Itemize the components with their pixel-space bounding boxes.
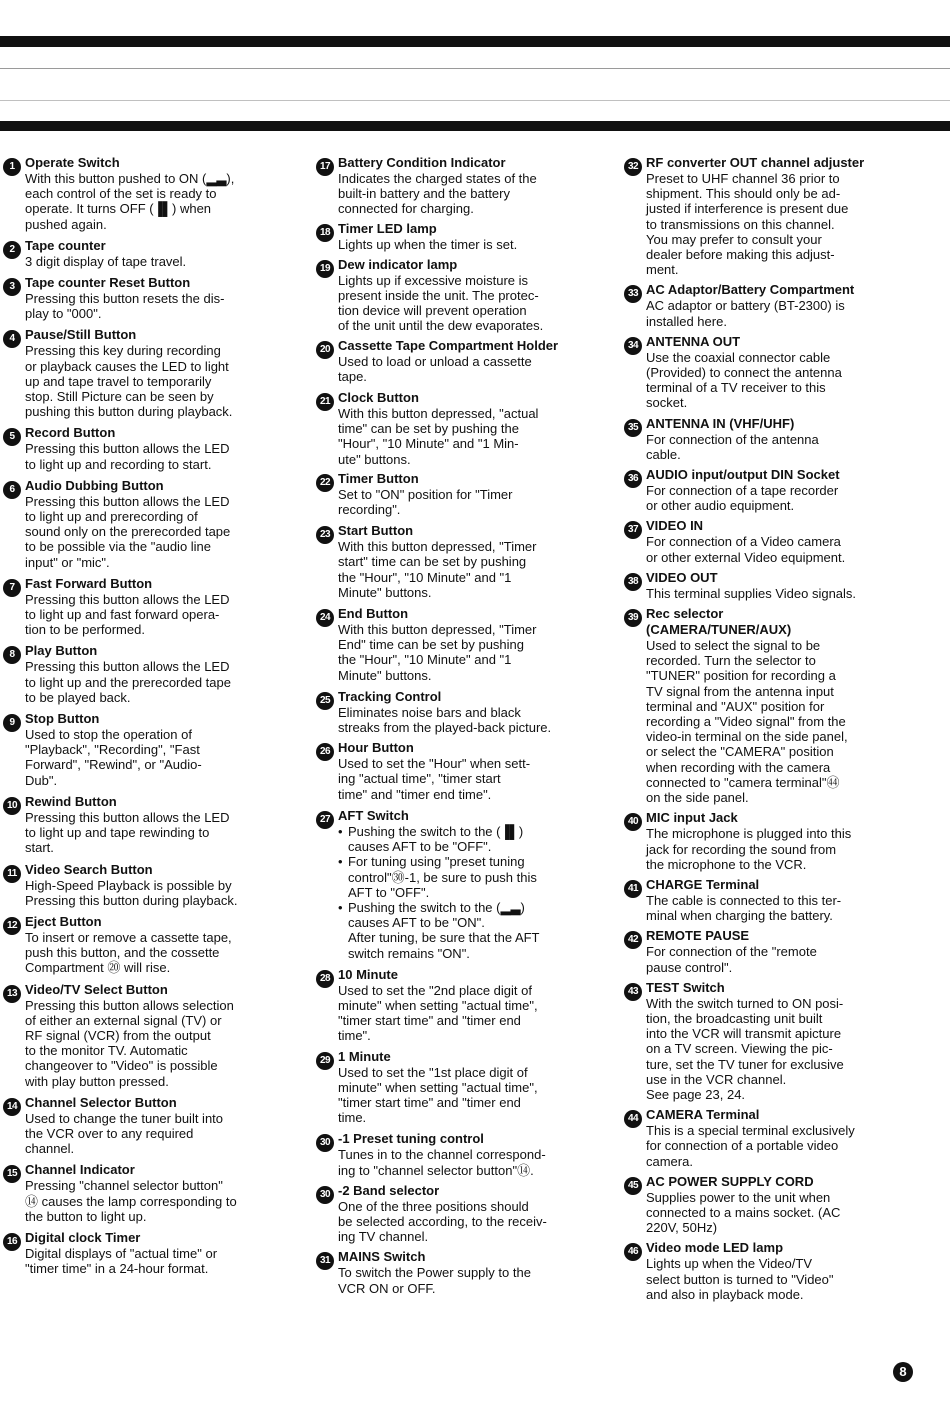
legend-entry [3,1230,281,1276]
item-title: Tape counter Reset Button [25,275,191,291]
item-description: The cable is connected to this ter- minal when charging the battery. [646,892,842,924]
item-title: Timer Button [338,470,419,486]
item-description: This terminal supplies Video signals. [646,585,857,601]
item-number-badge: 37 [624,521,642,539]
legend-entry [624,928,896,974]
item-description: Lights up if excessive moisture is present inside the unit. The protec- tion device will prevent operation of the unit until the dew evaporates. [338,272,544,334]
item-title: AC Adaptor/Battery Compartment [646,282,855,298]
legend-entry [316,606,588,683]
legend-entry [316,689,588,735]
item-number-badge: 36 [624,470,642,488]
legend-entry [3,982,281,1089]
legend-entry [624,467,896,513]
legend-entry [3,862,281,908]
legend-entry [316,471,588,517]
item-title: Operate Switch [25,155,120,170]
legend-entry [624,518,896,564]
legend-entry [624,416,896,462]
item-number-badge: 45 [624,1177,642,1195]
item-title: TEST Switch [646,979,725,995]
item-title: Channel Selector Button [25,1094,177,1110]
item-number-badge: 28 [316,970,334,988]
item-number-badge: 39 [624,609,642,627]
legend-entry [316,338,588,384]
legend-entry [624,606,896,805]
item-description: Tunes in to the channel correspond- ing to "channel selector button"⑭. [338,1147,546,1178]
item-description: Used to set the "2nd place digit of minute" when setting "actual time", "timer start time" and "timer end time". [338,982,538,1044]
item-description: High-Speed Playback is possible by Pressing this button during playback. [25,877,238,908]
item-title: CAMERA Terminal [646,1107,760,1123]
item-number-badge: 12 [3,917,21,935]
item-title: Channel Indicator [25,1162,135,1178]
item-title: Video Search Button [25,861,153,877]
column-1 [3,155,281,1282]
item-number-badge: 27 [316,811,334,829]
item-number-badge: 9 [3,714,21,732]
item-number-badge: 11 [3,865,21,883]
item-number-badge: 16 [3,1233,21,1251]
legend-entry [624,155,896,277]
item-number-badge: 30 [316,1186,334,1204]
item-description: Used to load or unload a cassette tape. [338,353,532,384]
item-number-badge: 43 [624,983,642,1001]
legend-entry [3,327,281,419]
item-title: CHARGE Terminal [646,876,760,892]
faint-line [0,100,950,101]
legend-entry [3,425,281,471]
item-bullet: • For tuning using "preset tuning control"㉚-1, be sure to push this AFT to "OFF". [338,854,588,900]
item-description: To switch the Power supply to the VCR ON or OFF. [338,1265,531,1296]
item-number-badge: 44 [624,1110,642,1128]
column-3 [624,155,896,1307]
top-rule [0,36,950,47]
item-title: Rewind Button [25,793,117,809]
item-description: Lights up when the timer is set. [338,236,518,252]
item-number-badge: 6 [3,481,21,499]
legend-entry [3,1162,281,1224]
header-rule [0,121,950,131]
item-description: Pressing this button allows the LED to light up and fast forward opera- tion to be performed. [25,591,230,638]
item-number-badge: 17 [316,158,334,176]
item-title: Video mode LED lamp [646,1240,784,1256]
item-number-badge: 18 [316,224,334,242]
legend-entry [316,740,588,802]
item-number-badge: 30 [316,1134,334,1152]
item-description: Digital displays of "actual time" or "timer time" in a 24-hour format. [25,1245,218,1277]
item-number-badge: 1 [3,158,21,176]
legend-entry [316,1131,588,1177]
legend-entry [3,1095,281,1157]
legend-entry [624,810,896,872]
item-number-badge: 33 [624,285,642,303]
legend-entry [3,275,281,321]
item-number-badge: 32 [624,158,642,176]
legend-entry [624,877,896,923]
legend-entry [624,1107,896,1169]
item-description: Pressing this button allows the LED to light up and recording to start. [25,441,230,472]
item-title: Cassette Tape Compartment Holder [338,337,559,353]
item-title: Audio Dubbing Button [25,477,164,493]
item-number-badge: 34 [624,337,642,355]
legend-entry [3,155,281,232]
item-description: Eliminates noise bars and black streaks from the played-back picture. [338,704,552,736]
item-number-badge: 4 [3,330,21,348]
item-description: With this button depressed, "Timer start" time can be set by pushing the "Hour", "10 Minute" and "1 Minute" buttons. [338,539,537,600]
item-number-badge: 46 [624,1243,642,1261]
item-bullet: • Pushing the switch to the (▐▌) causes AFT to be "OFF". [338,824,588,854]
item-title: Hour Button [338,740,414,756]
item-number-badge: 22 [316,474,334,492]
item-number-badge: 23 [316,526,334,544]
item-number-badge: 14 [3,1098,21,1116]
item-title: VIDEO IN [646,518,704,534]
item-number-badge: 8 [3,646,21,664]
legend-entry [316,1249,588,1295]
item-description: 3 digit display of tape travel. [25,253,187,269]
legend-entry [316,221,588,252]
item-description: To insert or remove a cassette tape, push this button, and the cossette Compartment ⑳ will rise. [25,929,232,976]
item-title: AUDIO input/output DIN Socket [646,467,840,483]
item-description: The microphone is plugged into this jack for recording the sound from the microphone to the VCR. [646,826,852,872]
legend-entry [3,914,281,976]
item-description: Pressing this button allows the LED to light up and prerecording of sound only on the prerecorded tape to be possible via the "audio line input" or "mic". [25,493,231,570]
item-description: Pressing "channel selector button" ⑭ causes the lamp corresponding to the button to light up. [25,1178,237,1224]
item-title: Fast Forward Button [25,575,153,591]
item-description: Used to change the tuner built into the VCR over to any required channel. [25,1110,224,1157]
item-title: ANTENNA IN (VHF/UHF) [646,415,795,431]
legend-entry [3,711,281,788]
item-title: VIDEO OUT [646,569,718,585]
item-description: AC adaptor or battery (BT-2300) is installed here. [646,298,845,329]
legend-entry [624,570,896,601]
item-description: Pressing this button allows selection of either an external signal (TV) or RF signal (VCR) from the output to the monitor TV. Automatic changeover to "Video" is possible with play button pressed. [25,997,234,1089]
item-title: Clock Button [338,390,419,406]
item-description: One of the three positions should be selected according, to the receiv- ing TV channel. [338,1198,547,1245]
item-title: Record Button [25,425,116,441]
item-title: 10 Minute [338,966,398,982]
item-description: For connection of the antenna cable. [646,431,819,462]
item-title: MIC input Jack [646,810,738,826]
item-title: AFT Switch [338,807,409,823]
item-description: Preset to UHF channel 36 prior to shipment. This should only be ad- justed if interference is present due to transmissions on this channel. You may prefer to consult your dealer before making this adjust- ment. [646,171,849,278]
item-title: Video/TV Select Button [25,981,168,997]
item-title: Battery Condition Indicator [338,155,506,170]
column-2 [316,155,588,1301]
legend-entry [3,794,281,856]
legend-entry [316,155,588,217]
item-description: Use the coaxial connector cable (Provided) to connect the antenna terminal of a TV receiver to this socket. [646,349,842,411]
item-title: Dew indicator lamp [338,256,458,272]
legend-entry [316,1049,588,1126]
item-bullet: • Pushing the switch to the (▂▃) causes AFT to be "ON". After tuning, be sure that the AFT switch remains "ON". [338,900,588,961]
legend-entry [316,257,588,334]
item-title: Tracking Control [338,688,442,704]
legend-entry [624,282,896,328]
item-description: With this button depressed, "actual time" can be set by pushing the "Hour", "10 Minute" and "1 Min- ute" buttons. [338,406,539,467]
item-title: ANTENNA OUT [646,333,741,349]
item-number-badge: 38 [624,573,642,591]
item-description: Pressing this key during recording or playback causes the LED to light up and tape travel to temporarily stop. Still Picture can be seen by pushing this button during playback. [25,343,233,420]
item-title: -2 Band selector [338,1182,440,1198]
item-description: With this button depressed, "Timer End" time can be set by pushing the "Hour", "10 Minute" and "1 Minute" buttons. [338,622,537,683]
legend-entry [316,967,588,1044]
item-title: Pause/Still Button [25,327,137,343]
legend-entry [624,1174,896,1236]
item-description: Used to stop the operation of "Playback", "Recording", "Fast Forward", "Rewind", or "Audio- Dub". [25,727,202,788]
item-title: AC POWER SUPPLY CORD [646,1173,814,1189]
item-number-badge: 31 [316,1252,334,1270]
item-description: Pressing this button allows the LED to light up and tape rewinding to start. [25,809,230,856]
faint-line [0,68,950,69]
item-title: Digital clock Timer [25,1229,141,1245]
item-title: Eject Button [25,913,102,929]
legend-entry [316,1183,588,1245]
legend-entry [624,334,896,411]
item-number-badge: 13 [3,985,21,1003]
item-number-badge: 29 [316,1052,334,1070]
item-description: For connection of a Video camera or other external Video equipment. [646,534,846,565]
item-title: Tape counter [25,237,106,253]
item-number-badge: 7 [3,579,21,597]
legend-entry [316,390,588,467]
legend-entry [316,523,588,600]
item-description: Indicates the charged states of the built-in battery and the battery connected for charging. [338,171,537,217]
item-number-badge: 2 [3,241,21,259]
item-title: RF converter OUT channel adjuster [646,155,865,170]
item-description: With this button pushed to ON (▂▃), each control of the set is ready to operate. It turns OFF (▐▌) when pushed again. [25,171,235,232]
item-number-badge: 10 [3,797,21,815]
item-description: Pressing this button resets the dis- play to "000". [25,291,225,322]
legend-entry [624,980,896,1102]
item-title: End Button [338,606,409,622]
legend-entry [3,643,281,705]
item-description: Pressing this button allows the LED to light up and the prerecorded tape to be played back. [25,659,231,705]
item-title: Play Button [25,643,98,659]
item-number-badge: 25 [316,692,334,710]
item-number-badge: 24 [316,609,334,627]
item-description: With the switch turned to ON posi- tion, the broadcasting unit built into the VCR will transmit apicture on a TV screen. Viewing the pic- ture, set the TV tuner for exclusive use in the VCR channel. See page 23, 24. [646,995,844,1102]
item-description: This is a special terminal exclusively for connection of a portable video camera. [646,1123,855,1169]
item-description: For connection of the "remote pause control". [646,944,817,975]
legend-entry [3,478,281,570]
item-number-badge: 42 [624,931,642,949]
item-title: Start Button [338,523,414,539]
page-number: 8 [893,1362,913,1382]
item-title: Stop Button [25,711,100,727]
item-description: Supplies power to the unit when connected to a mains socket. (AC 220V, 50Hz) [646,1189,841,1236]
legend-entry [3,238,281,269]
legend-entry [3,576,281,638]
item-description: Used to set the "1st place digit of minute" when setting "actual time", "timer start time" and "timer end time. [338,1064,538,1126]
item-number-badge: 40 [624,813,642,831]
item-title: Rec selector (CAMERA/TUNER/AUX) [646,606,792,638]
item-description: Set to "ON" position for "Timer recording". [338,486,513,518]
item-number-badge: 35 [624,419,642,437]
item-number-badge: 26 [316,743,334,761]
item-number-badge: 20 [316,341,334,359]
item-title: MAINS Switch [338,1249,426,1265]
legend-entry [316,808,588,961]
item-number-badge: 15 [3,1165,21,1183]
item-title: REMOTE PAUSE [646,928,750,944]
item-title: -1 Preset tuning control [338,1131,484,1147]
item-description: Used to set the "Hour" when sett- ing "actual time", "timer start time" and "timer end time". [338,756,531,802]
item-description: Lights up when the Video/TV select button is turned to "Video" and also in playback mode. [646,1256,834,1302]
item-number-badge: 41 [624,880,642,898]
item-number-badge: 5 [3,428,21,446]
item-title: 1 Minute [338,1048,391,1064]
item-title: Timer LED lamp [338,220,437,236]
item-description: Used to select the signal to be recorded. Turn the selector to "TUNER" position for recording a TV signal from the antenna input terminal and "AUX" position for recording a "Video signal" from the video-in terminal on the side panel, or select the "CAMERA" position when recording with the camera connected to "camera terminal"㊹ on the side panel. [646,638,848,806]
item-number-badge: 21 [316,393,334,411]
item-number-badge: 19 [316,260,334,278]
item-number-badge: 3 [3,278,21,296]
item-description: For connection of a tape recorder or other audio equipment. [646,483,839,514]
legend-entry [624,1240,896,1302]
